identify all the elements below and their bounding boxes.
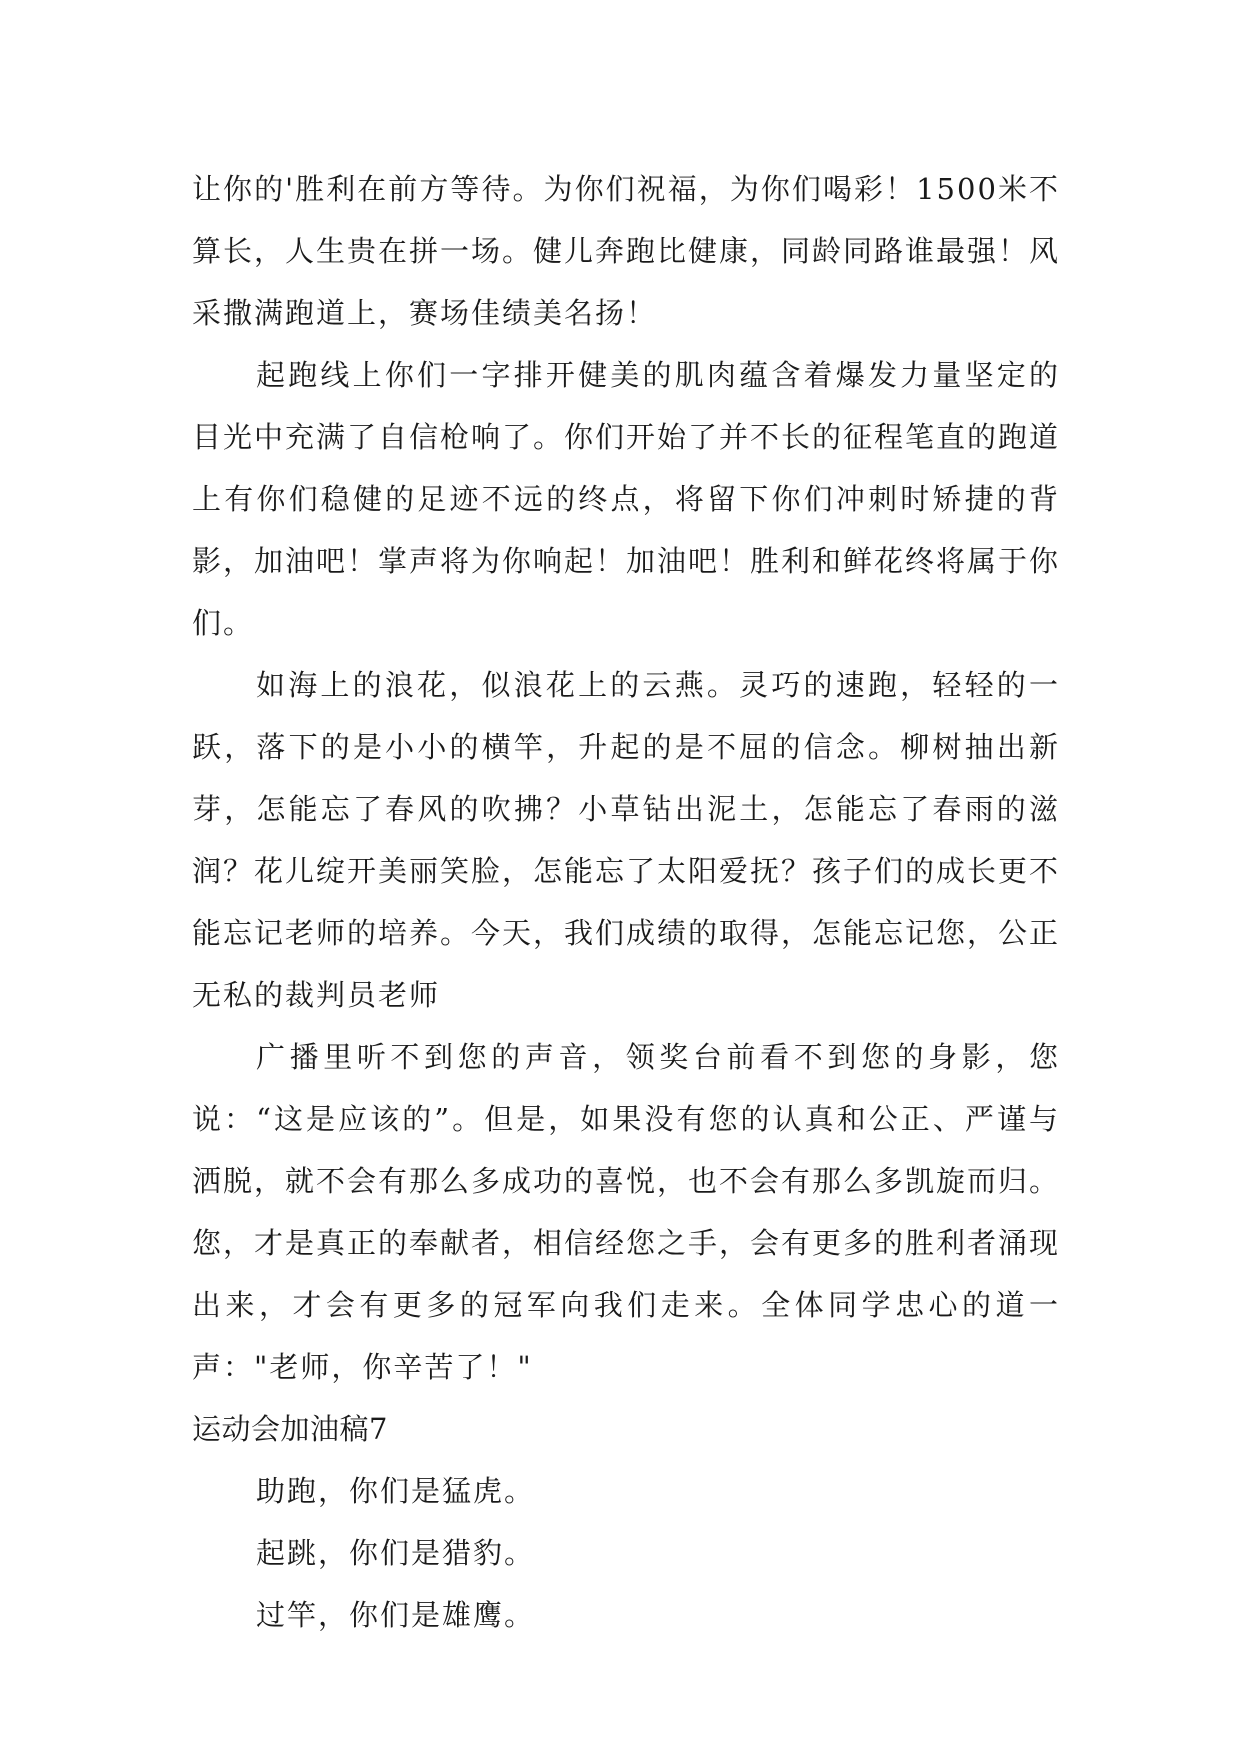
paragraph-2: 起跑线上你们一字排开健美的肌肉蕴含着爆发力量坚定的目光中充满了自信枪响了。你们开始了并不长的征程笔直的跑道上有你们稳健的足迹不远的终点，将留下你们冲刺时矫捷的背影，加油吧！掌声将为你响起！加油吧！胜利和鲜花终将属于你们。 <box>192 358 1061 640</box>
paragraph-3: 如海上的浪花，似浪花上的云燕。灵巧的速跑，轻轻的一跃，落下的是小小的横竿，升起的是不屈的信念。柳树抽出新芽，怎能忘了春风的吹拂？小草钻出泥土，怎能忘了春雨的滋润？花儿绽开美丽笑脸，怎能忘了太阳爱抚？孩子们的成长更不能忘记老师的培养。今天，我们成绩的取得，怎能忘记您，公正无私的裁判员老师 <box>192 668 1061 1012</box>
verse-line-2: 起跳，你们是猎豹。 <box>256 1536 536 1570</box>
verse-line-3: 过竿，你们是雄鹰。 <box>256 1598 536 1632</box>
verse-line-1: 助跑，你们是猛虎。 <box>256 1474 536 1508</box>
document-body <box>192 158 1060 1646</box>
section-title: 运动会加油稿7 <box>192 1412 388 1446</box>
paragraph-4: 广播里听不到您的声音，领奖台前看不到您的身影，您说：“这是应该的”。但是，如果没有您的认真和公正、严谨与洒脱，就不会有那么多成功的喜悦，也不会有那么多凯旋而归。您，才是真正的奉献者，相信经您之手，会有更多的胜利者涌现出来，才会有更多的冠军向我们走来。全体同学忠心的道一声："老师，你辛苦了！" <box>192 1040 1061 1384</box>
paragraph-1: 让你的'胜利在前方等待。为你们祝福，为你们喝彩！1500米不算长，人生贵在拼一场。健儿奔跑比健康，同龄同路谁最强！风采撒满跑道上，赛场佳绩美名扬！ <box>192 172 1061 330</box>
